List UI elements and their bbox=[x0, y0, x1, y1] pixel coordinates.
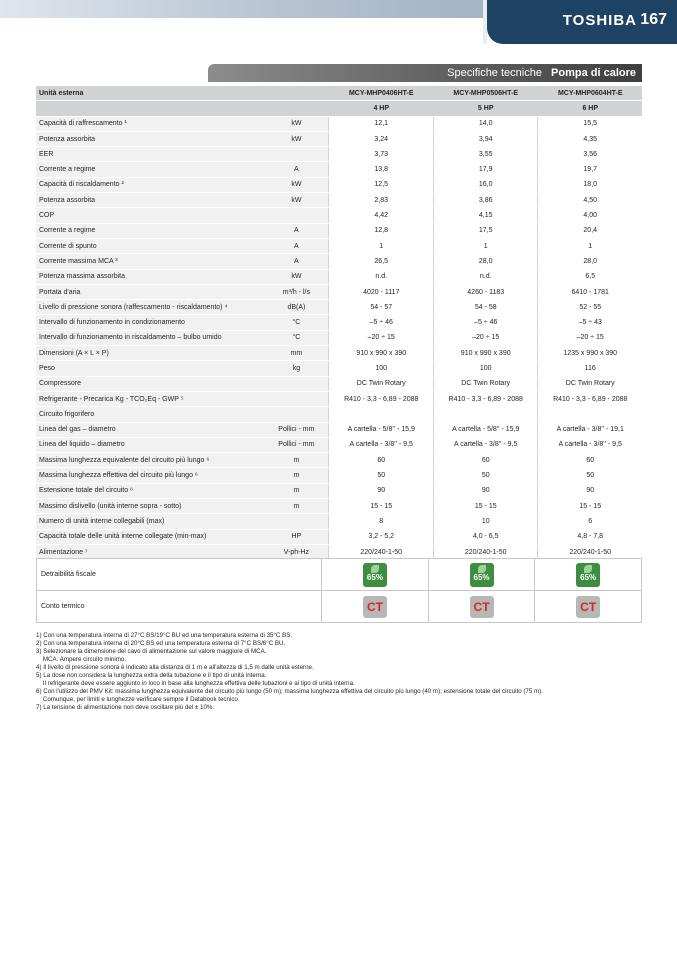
table-row bbox=[36, 147, 642, 162]
row-value: DC Twin Rotary bbox=[433, 376, 537, 391]
row-value: 19,7 bbox=[538, 162, 642, 177]
table-row bbox=[36, 376, 642, 391]
footnote: Comunque, per limiti e lunghezze verificare sempre il Databook tecnico. bbox=[36, 696, 240, 703]
row-label: Capacità di riscaldamento ² bbox=[36, 177, 264, 192]
row-value: 4260 - 1183 bbox=[433, 284, 537, 299]
row-value: 12,8 bbox=[329, 223, 433, 238]
row-value: 3,24 bbox=[329, 131, 433, 146]
tax-deduction-icon: 65% bbox=[576, 563, 600, 587]
row-value: –5 ÷ 46 bbox=[433, 315, 537, 330]
row-value: 15 - 15 bbox=[433, 499, 537, 514]
row-value: 4,15 bbox=[433, 208, 537, 223]
row-value: 1 bbox=[433, 238, 537, 253]
spec-table bbox=[36, 86, 642, 560]
row-value: n.d. bbox=[433, 269, 537, 284]
hp-1: 4 HP bbox=[329, 101, 433, 116]
table-row bbox=[36, 407, 642, 422]
row-value: 17,5 bbox=[433, 223, 537, 238]
row-value: 15 - 15 bbox=[538, 499, 642, 514]
table-row bbox=[36, 453, 642, 468]
table-row bbox=[36, 284, 642, 299]
row-value: 4,8 - 7,8 bbox=[538, 529, 642, 544]
header-label: Unità esterna bbox=[36, 86, 264, 101]
row-value: 8 bbox=[329, 514, 433, 529]
page-number: 167 bbox=[640, 11, 667, 28]
row-value: 2,83 bbox=[329, 193, 433, 208]
incentive-row bbox=[37, 591, 642, 623]
incentive-label: Detraibilità fiscale bbox=[37, 559, 322, 591]
footnote: Il refrigerante deve essere aggiunto in loco in base alla lunghezza effettiva delle tubazioni e al tipo di unità interna. bbox=[36, 680, 355, 687]
row-unit: kg bbox=[264, 361, 329, 376]
row-label: Intervallo di funzionamento in condizionamento bbox=[36, 315, 264, 330]
row-value: 12,1 bbox=[329, 116, 433, 131]
row-unit: m bbox=[264, 468, 329, 483]
row-value: 3,56 bbox=[538, 147, 642, 162]
row-value: 28,0 bbox=[433, 254, 537, 269]
row-label: Massima lunghezza effettiva del circuito più lungo ⁶ bbox=[36, 468, 264, 483]
table-row bbox=[36, 361, 642, 376]
row-value: 14,0 bbox=[433, 116, 537, 131]
table-row bbox=[36, 193, 642, 208]
table-row bbox=[36, 483, 642, 498]
row-label: Estensione totale del circuito ⁶ bbox=[36, 483, 264, 498]
conto-termico-icon: CT bbox=[576, 596, 600, 618]
row-unit: Pollici - mm bbox=[264, 437, 329, 452]
brand-logo: TOSHIBA bbox=[562, 12, 637, 29]
row-unit bbox=[264, 208, 329, 223]
row-value: 100 bbox=[433, 361, 537, 376]
footnote: 6) Con l'utilizzo del PMV Kit: massima lunghezza equivalente del circuito più lungo (50 m); massima lunghezza effettiva del circuito più lungo (40 m); estensione totale del circuito (75 m). bbox=[36, 688, 543, 695]
row-value: 26,5 bbox=[329, 254, 433, 269]
table-row bbox=[36, 529, 642, 544]
row-unit bbox=[264, 514, 329, 529]
row-value: R410 - 3,3 - 6,89 - 2088 bbox=[433, 391, 537, 406]
row-value: 910 x 990 x 390 bbox=[329, 346, 433, 361]
table-row bbox=[36, 238, 642, 253]
table-row bbox=[36, 269, 642, 284]
row-value: 1 bbox=[538, 238, 642, 253]
row-value: 910 x 990 x 390 bbox=[433, 346, 537, 361]
row-value: 60 bbox=[329, 453, 433, 468]
model-2: MCY-MHP0506HT-E bbox=[433, 86, 537, 101]
footnotes bbox=[36, 632, 646, 712]
row-value: 4,35 bbox=[538, 131, 642, 146]
table-row bbox=[36, 437, 642, 452]
row-label: COP bbox=[36, 208, 264, 223]
tax-deduction-icon: 65% bbox=[470, 563, 494, 587]
row-value: A cartella - 3/8'' - 19,1 bbox=[538, 422, 642, 437]
footnote: 7) La tensione di alimentazione non deve oscillare più del ± 10%. bbox=[36, 704, 215, 711]
footnote: MCA: Ampere circuito minimo. bbox=[36, 656, 127, 663]
row-value: 220/240-1-50 bbox=[433, 544, 537, 559]
table-row bbox=[36, 131, 642, 146]
row-label: Circuito frigorifero bbox=[36, 407, 264, 422]
row-value: 13,8 bbox=[329, 162, 433, 177]
conto-termico-icon: CT bbox=[363, 596, 387, 618]
row-unit bbox=[264, 376, 329, 391]
table-row bbox=[36, 116, 642, 131]
row-label: Numero di unità interne collegabili (max) bbox=[36, 514, 264, 529]
table-row bbox=[36, 177, 642, 192]
row-unit: mm bbox=[264, 346, 329, 361]
incentives-table bbox=[36, 558, 642, 623]
row-unit: A bbox=[264, 162, 329, 177]
table-row bbox=[36, 223, 642, 238]
row-label: Compressore bbox=[36, 376, 264, 391]
row-value: n.d. bbox=[329, 269, 433, 284]
section-title: Pompa di calore bbox=[551, 67, 636, 79]
row-label: Capacità totale delle unità interne collegate (min-max) bbox=[36, 529, 264, 544]
row-value: 50 bbox=[329, 468, 433, 483]
row-value: 3,73 bbox=[329, 147, 433, 162]
row-value: 15,5 bbox=[538, 116, 642, 131]
row-value: –5 ÷ 43 bbox=[538, 315, 642, 330]
row-unit: Pollici - mm bbox=[264, 422, 329, 437]
table-row bbox=[36, 514, 642, 529]
footnote: 2) Con una temperatura interna di 20°C BS ed una temperatura esterna di 7°C BS/6°C BU. bbox=[36, 640, 286, 647]
row-value: 4,42 bbox=[329, 208, 433, 223]
table-row bbox=[36, 499, 642, 514]
row-label: Peso bbox=[36, 361, 264, 376]
row-value: 3,94 bbox=[433, 131, 537, 146]
section-prefix: Specifiche tecniche bbox=[447, 67, 542, 79]
row-label: Capacità di raffrescamento ¹ bbox=[36, 116, 264, 131]
row-value: 3,55 bbox=[433, 147, 537, 162]
row-value: 1 bbox=[329, 238, 433, 253]
row-value: 90 bbox=[433, 483, 537, 498]
row-value: 220/240-1-50 bbox=[538, 544, 642, 559]
row-value: 60 bbox=[433, 453, 537, 468]
row-unit: dB(A) bbox=[264, 300, 329, 315]
row-value: 54 - 58 bbox=[433, 300, 537, 315]
row-unit bbox=[264, 407, 329, 422]
row-label: Alimentazione ⁷ bbox=[36, 544, 264, 559]
row-label: Intervallo di funzionamento in riscaldamento – bulbo umido bbox=[36, 330, 264, 345]
row-label: Corrente a regime bbox=[36, 223, 264, 238]
hp-2: 5 HP bbox=[433, 101, 537, 116]
row-label: EER bbox=[36, 147, 264, 162]
row-value: 60 bbox=[538, 453, 642, 468]
table-row bbox=[36, 422, 642, 437]
row-value: A cartella - 3/8'' - 9,5 bbox=[433, 437, 537, 452]
model-3: MCY-MHP0604HT-E bbox=[538, 86, 642, 101]
row-value: –5 ÷ 46 bbox=[329, 315, 433, 330]
row-value: A cartella - 5/8'' - 15,9 bbox=[433, 422, 537, 437]
row-label: Potenza assorbita bbox=[36, 131, 264, 146]
row-value: 6410 - 1781 bbox=[538, 284, 642, 299]
row-unit: m bbox=[264, 499, 329, 514]
row-value bbox=[538, 407, 642, 422]
row-value: 6,5 bbox=[538, 269, 642, 284]
table-header-row bbox=[36, 86, 642, 101]
row-value: 50 bbox=[433, 468, 537, 483]
row-value: 28,0 bbox=[538, 254, 642, 269]
row-value: 52 - 55 bbox=[538, 300, 642, 315]
footnote: 5) La dose non considera la lunghezza extra della tubazione e il tipo di unità interna. bbox=[36, 672, 267, 679]
hp-3: 6 HP bbox=[538, 101, 642, 116]
footnote: 3) Selezionare la dimensione del cavo di alimentazione sul valore maggiore di MCA. bbox=[36, 648, 267, 655]
table-row bbox=[36, 300, 642, 315]
row-value: 220/240-1-50 bbox=[329, 544, 433, 559]
row-unit: °C bbox=[264, 315, 329, 330]
table-row bbox=[36, 208, 642, 223]
row-label: Massima lunghezza equivalente del circuito più lungo ⁶ bbox=[36, 453, 264, 468]
row-unit: A bbox=[264, 223, 329, 238]
row-label: Dimensioni (A × L × P) bbox=[36, 346, 264, 361]
row-label: Portata d'aria bbox=[36, 284, 264, 299]
row-label: Linea del liquido – diametro bbox=[36, 437, 264, 452]
table-row bbox=[36, 254, 642, 269]
row-value: R410 - 3,3 - 6,89 - 2088 bbox=[329, 391, 433, 406]
row-label: Potenza assorbita bbox=[36, 193, 264, 208]
row-unit: kW bbox=[264, 193, 329, 208]
row-value: 17,9 bbox=[433, 162, 537, 177]
row-value: 16,0 bbox=[433, 177, 537, 192]
table-row bbox=[36, 346, 642, 361]
row-unit: °C bbox=[264, 330, 329, 345]
row-value: 3,2 - 5,2 bbox=[329, 529, 433, 544]
table-row bbox=[36, 315, 642, 330]
row-value: 50 bbox=[538, 468, 642, 483]
row-value: 100 bbox=[329, 361, 433, 376]
row-unit bbox=[264, 147, 329, 162]
row-value: A cartella - 3/8'' - 9,5 bbox=[538, 437, 642, 452]
model-1: MCY-MHP0406HT-E bbox=[329, 86, 433, 101]
row-value: 6 bbox=[538, 514, 642, 529]
row-value: –20 ÷ 15 bbox=[538, 330, 642, 345]
row-value: 3,86 bbox=[433, 193, 537, 208]
table-row bbox=[36, 391, 642, 406]
row-value: 54 - 57 bbox=[329, 300, 433, 315]
row-label: Corrente di spunto bbox=[36, 238, 264, 253]
row-unit bbox=[264, 391, 329, 406]
row-value: 116 bbox=[538, 361, 642, 376]
conto-termico-icon: CT bbox=[470, 596, 494, 618]
row-label: Massimo dislivello (unità interne sopra - sotto) bbox=[36, 499, 264, 514]
row-value: 12,5 bbox=[329, 177, 433, 192]
row-value: 10 bbox=[433, 514, 537, 529]
row-label: Corrente massima MCA ³ bbox=[36, 254, 264, 269]
row-value: 4,00 bbox=[538, 208, 642, 223]
row-unit: kW bbox=[264, 177, 329, 192]
row-value: 90 bbox=[329, 483, 433, 498]
row-unit: m³/h - l/s bbox=[264, 284, 329, 299]
row-label: Corrente a regime bbox=[36, 162, 264, 177]
row-unit: HP bbox=[264, 529, 329, 544]
section-title-bar bbox=[208, 64, 642, 82]
row-value: 18,0 bbox=[538, 177, 642, 192]
row-value: 4,50 bbox=[538, 193, 642, 208]
row-unit: kW bbox=[264, 116, 329, 131]
row-unit: kW bbox=[264, 269, 329, 284]
row-value: 20,4 bbox=[538, 223, 642, 238]
row-unit: kW bbox=[264, 131, 329, 146]
row-value: 1235 x 990 x 390 bbox=[538, 346, 642, 361]
table-row bbox=[36, 162, 642, 177]
row-value: DC Twin Rotary bbox=[538, 376, 642, 391]
row-label: Potenza massima assorbita bbox=[36, 269, 264, 284]
row-unit: V-ph-Hz bbox=[264, 544, 329, 559]
incentive-row bbox=[37, 559, 642, 591]
row-value bbox=[329, 407, 433, 422]
table-row bbox=[36, 330, 642, 345]
row-value: 4,0 - 6,5 bbox=[433, 529, 537, 544]
row-label: Linea del gas – diametro bbox=[36, 422, 264, 437]
row-value bbox=[433, 407, 537, 422]
row-label: Refrigerante - Precarica Kg - TCO₂Eq - GWP ⁵ bbox=[36, 391, 264, 406]
brand-tab bbox=[487, 0, 677, 44]
row-value: A cartella - 5/8'' - 15,9 bbox=[329, 422, 433, 437]
row-value: DC Twin Rotary bbox=[329, 376, 433, 391]
row-value: 90 bbox=[538, 483, 642, 498]
table-hp-row bbox=[36, 101, 642, 116]
row-unit: A bbox=[264, 254, 329, 269]
tax-deduction-icon: 65% bbox=[363, 563, 387, 587]
footnote: 4) Il livello di pressione sonora è indicato alla distanza di 1 m e all'altezza di 1,5 m dalle unità esterne. bbox=[36, 664, 314, 671]
row-value: R410 - 3,3 - 6,89 - 2088 bbox=[538, 391, 642, 406]
row-value: –20 ÷ 15 bbox=[433, 330, 537, 345]
row-value: 15 - 15 bbox=[329, 499, 433, 514]
row-unit: m bbox=[264, 453, 329, 468]
row-value: –20 ÷ 15 bbox=[329, 330, 433, 345]
row-value: A cartella - 3/8'' - 9,5 bbox=[329, 437, 433, 452]
footnote: 1) Con una temperatura interna di 27°C BS/19°C BU ed una temperatura esterna di 35°C BS. bbox=[36, 632, 293, 639]
row-value: 4020 - 1117 bbox=[329, 284, 433, 299]
row-label: Livello di pressione sonora (raffescamento - riscaldamento) ⁴ bbox=[36, 300, 264, 315]
incentive-label: Conto termico bbox=[37, 591, 322, 623]
table-row bbox=[36, 468, 642, 483]
row-unit: A bbox=[264, 238, 329, 253]
row-unit: m bbox=[264, 483, 329, 498]
